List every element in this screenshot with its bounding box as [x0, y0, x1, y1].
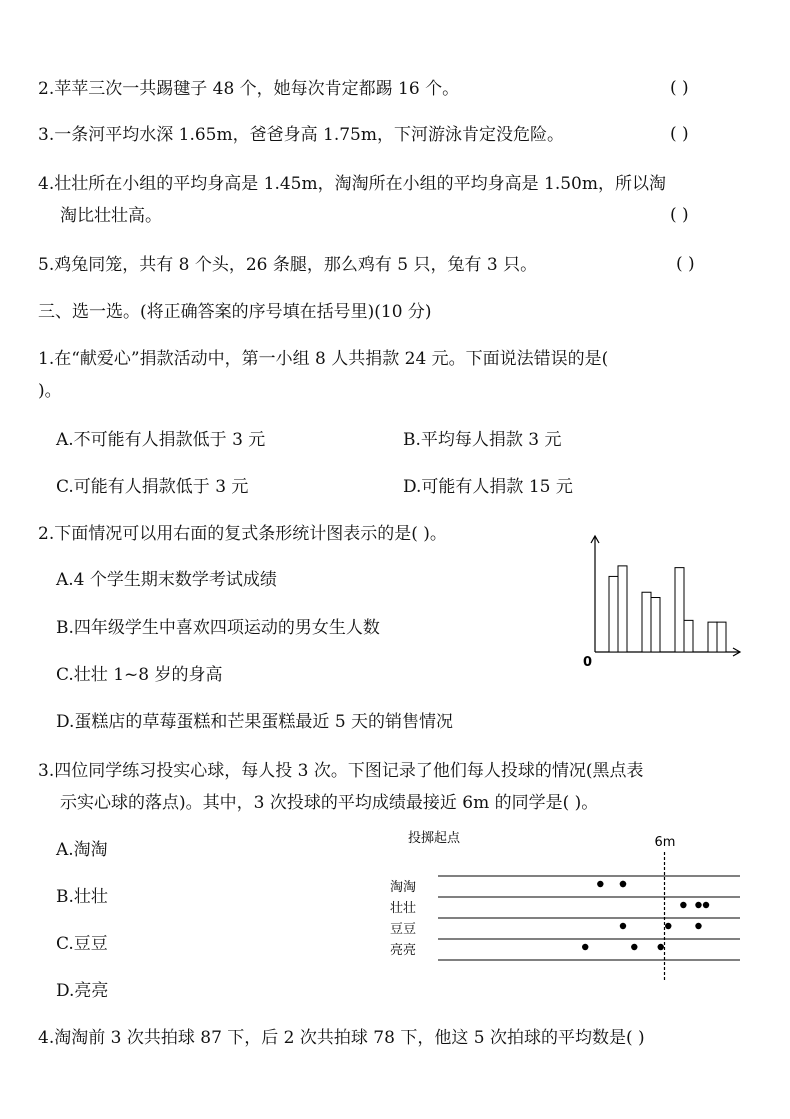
answer-paren[interactable]: ( ) [670, 78, 689, 98]
reference-label: 6m [654, 835, 676, 850]
choose-q3-line1: 3.四位同学练习投实心球，每人投 3 次。下图记录了他们每人投球的情况(黑点表 [38, 761, 644, 781]
judge-q2: 2.苹苹三次一共踢毽子 48 个，她每次肯定都踢 16 个。 [38, 79, 460, 99]
row-label: 淘淘 [390, 880, 417, 895]
choose-q1-option-d: D.可能有人捐款 15 元 [403, 477, 573, 497]
row-label: 壮壮 [390, 901, 417, 916]
double-bar-chart [575, 528, 745, 668]
bar [651, 598, 660, 652]
bar [717, 622, 726, 652]
choose-q2-option-c: C.壮壮 1~8 岁的身高 [56, 665, 223, 685]
judge-q3: 3.一条河平均水深 1.65m，爸爸身高 1.75m，下河游泳肯定没危险。 [38, 125, 564, 145]
throw-point [680, 902, 686, 908]
bar [684, 620, 693, 652]
choose-q3-option-a: A.淘淘 [56, 840, 108, 860]
bar [609, 576, 618, 652]
throw-point [658, 944, 664, 950]
choose-q1-option-b: B.平均每人捐款 3 元 [403, 430, 562, 450]
judge-q5: 5.鸡兔同笼，共有 8 个头，26 条腿，那么鸡有 5 只，兔有 3 只。 [38, 255, 538, 275]
bar [618, 566, 627, 652]
throw-point [703, 902, 709, 908]
chart-title: 投掷起点 [408, 831, 461, 846]
row-label: 亮亮 [390, 943, 417, 958]
throw-point [582, 944, 588, 950]
choose-q3-option-b: B.壮壮 [56, 887, 108, 907]
choose-q2-option-a: A.4 个学生期末数学考试成绩 [56, 570, 277, 590]
row-label: 豆豆 [390, 922, 417, 937]
origin-label: 0 [583, 655, 593, 670]
choose-q3-option-d: D.亮亮 [56, 981, 109, 1001]
throw-point [695, 902, 701, 908]
choose-q2-option-d: D.蛋糕店的草莓蛋糕和芒果蛋糕最近 5 天的销售情况 [56, 712, 454, 732]
throw-dot-chart [380, 826, 750, 981]
throw-point [665, 923, 671, 929]
choose-q1-option-c: C.可能有人捐款低于 3 元 [56, 477, 249, 497]
bar [642, 592, 651, 652]
bar [708, 622, 717, 652]
choose-q1-option-a: A.不可能有人捐款低于 3 元 [56, 430, 266, 450]
answer-paren[interactable]: ( ) [676, 254, 695, 274]
section-title: 三、选一选。(将正确答案的序号填在括号里)(10 分) [38, 302, 432, 322]
answer-paren[interactable]: ( ) [670, 124, 689, 144]
choose-q2-stem: 2.下面情况可以用右面的复式条形统计图表示的是( )。 [38, 524, 447, 544]
choose-q3-option-c: C.豆豆 [56, 934, 108, 954]
judge-q4-line1: 4.壮壮所在小组的平均身高是 1.45m，淘淘所在小组的平均身高是 1.50m，所以淘 [38, 174, 666, 194]
choose-q4-stem: 4.淘淘前 3 次共拍球 87 下，后 2 次共拍球 78 下，他这 5 次拍球的平均数是( ) [38, 1028, 645, 1048]
choose-q1-line1: 1.在“献爱心”捐款活动中，第一小组 8 人共捐款 24 元。下面说法错误的是( [38, 349, 609, 369]
answer-paren[interactable]: ( ) [670, 205, 689, 225]
choose-q3-line2: 示实心球的落点)。其中，3 次投球的平均成绩最接近 6m 的同学是( )。 [60, 793, 599, 813]
throw-point [597, 881, 603, 887]
throw-point [620, 881, 626, 887]
choose-q2-option-b: B.四年级学生中喜欢四项运动的男女生人数 [56, 618, 380, 638]
judge-q4-line2: 淘比壮壮高。 [60, 206, 162, 226]
throw-point [631, 944, 637, 950]
choose-q1-line2: )。 [38, 381, 62, 401]
throw-point [695, 923, 701, 929]
throw-point [620, 923, 626, 929]
bar [675, 568, 684, 652]
